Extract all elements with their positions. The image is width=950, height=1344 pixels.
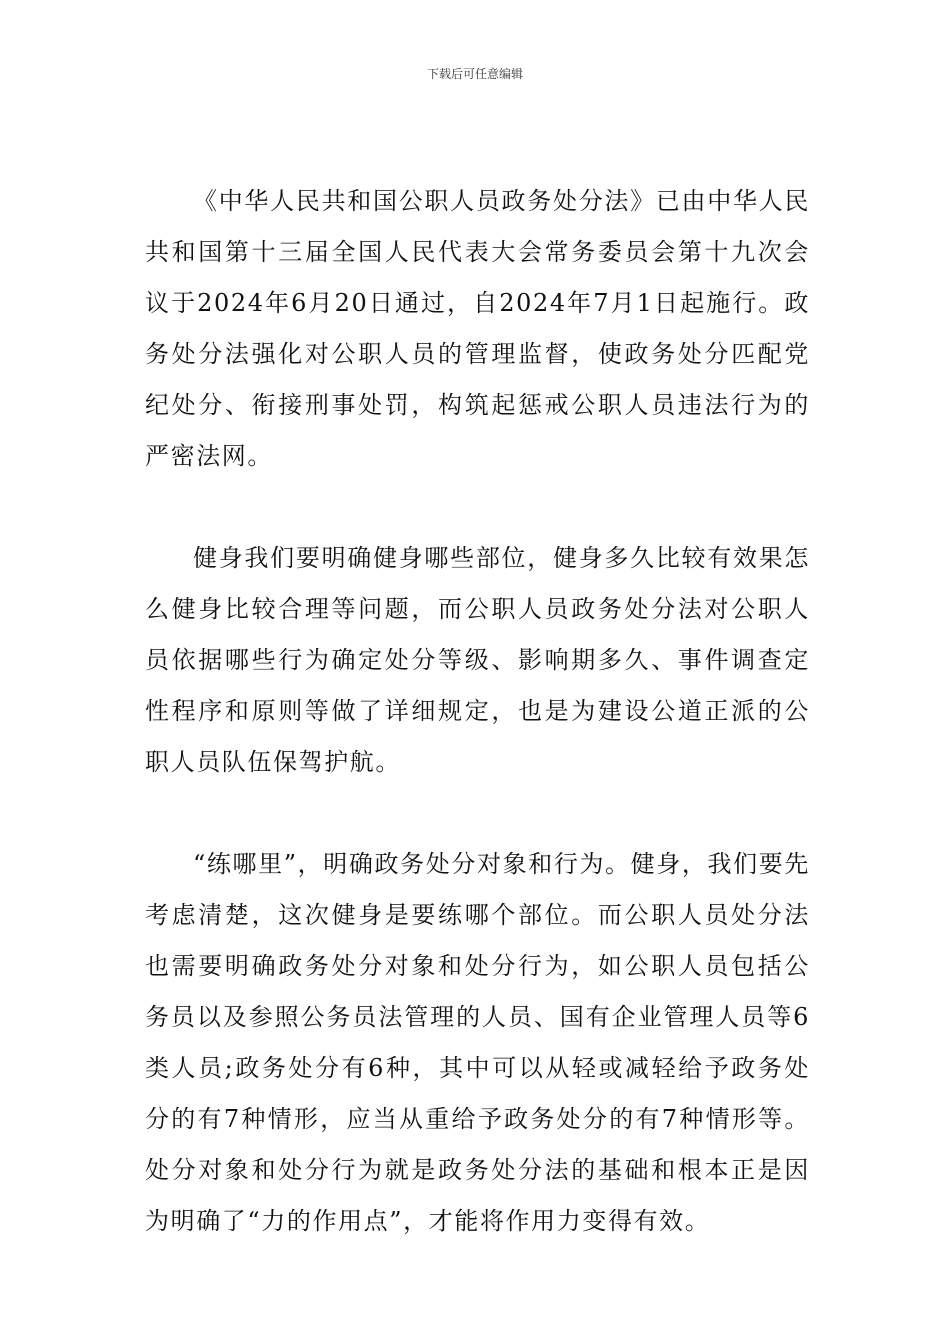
paragraph-1: 《中华人民共和国公职人员政务处分法》已由中华人民共和国第十三届全国人民代表大会常务委员会第十九次会议于2024年6月20日通过，自2024年7月1日起施行。政务处分法强化对公职人员的管理监督，使政务处分匹配党纪处分、衔接刑事处罚，构筑起惩戒公职人员违法行为的严密法网。: [145, 187, 810, 470]
paragraph-2: 健身我们要明确健身哪些部位，健身多久比较有效果怎么健身比较合理等问题，而公职人员政务处分法对公职人员依据哪些行为确定处分等级、影响期多久、事件调查定性程序和原则等做了详细规定，也是为建设公道正派的公职人员队伍保驾护航。: [145, 544, 810, 776]
page-header: 下载后可任意编辑: [426, 67, 523, 81]
document-body: [145, 176, 810, 1247]
paragraph-3: “练哪里”，明确政务处分对象和行为。健身，我们要先考虑清楚，这次健身是要练哪个部位。而公职人员处分法也需要明确政务处分对象和处分行为，如公职人员包括公务员以及参照公务员法管理的人员、国有企业管理人员等6类人员;政务处分有6种，其中可以从轻或减轻给予政务处分的有7种情形，应当从重给予政务处分的有7种情形等。处分对象和处分行为就是政务处分法的基础和根本正是因为明确了“力的作用点”，才能将作用力变得有效。: [145, 850, 810, 1235]
